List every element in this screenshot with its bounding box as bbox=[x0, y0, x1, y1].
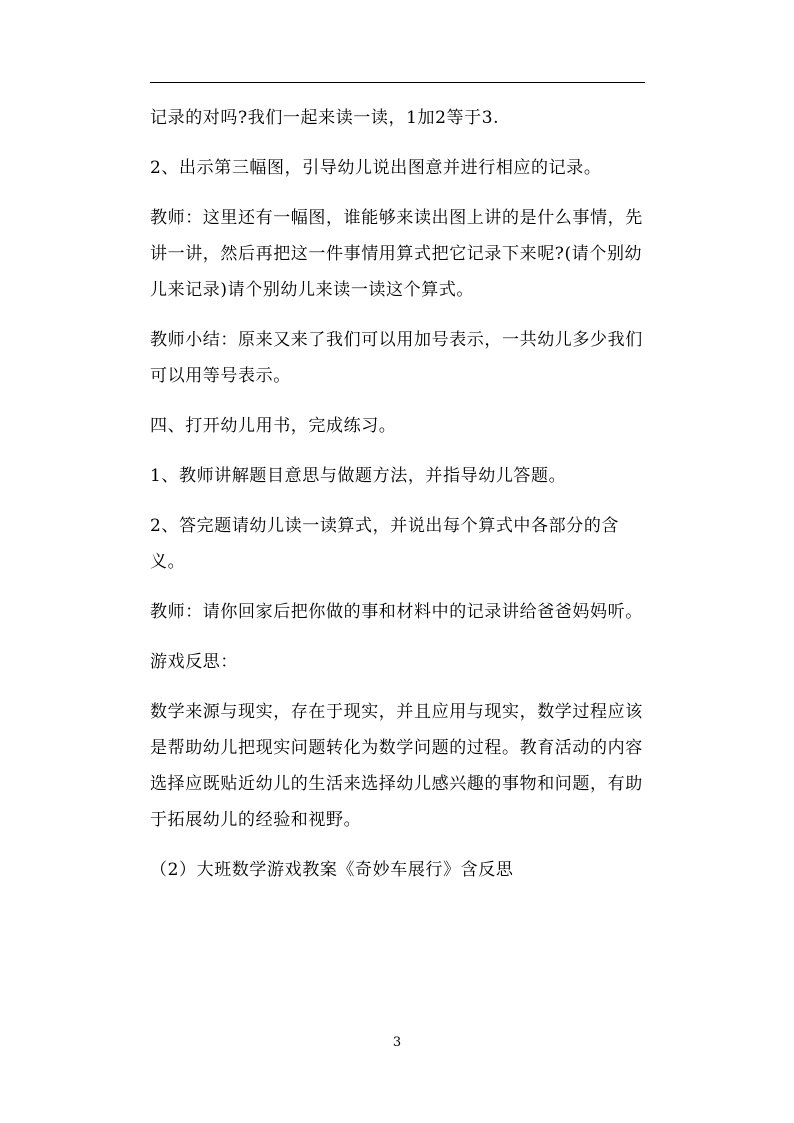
paragraph: 1、教师讲解题目意思与做题方法，并指导幼儿答题。 bbox=[150, 466, 567, 486]
paragraph: 数学来源与现实，存在于现实，并且应用与现实，数学过程应该是帮助幼儿把现实问题转化为数学问题的过程。教育活动的内容选择应既贴近幼儿的生活来选择幼儿感兴趣的事物和问题，有助于拓展幼儿的经验和视野。 bbox=[150, 702, 643, 830]
paragraph: 2、答完题请幼儿读一读算式，并说出每个算式中各部分的含义。 bbox=[150, 516, 620, 572]
paragraph: 四、打开幼儿用书，完成练习。 bbox=[150, 416, 397, 436]
paragraph: 记录的对吗?我们一起来读一读，1加2等于3. bbox=[150, 108, 500, 128]
paragraph: 教师：这里还有一幅图，谁能够来读出图上讲的是什么事情，先讲一讲，然后再把这一件事情用算式把它记录下来呢?(请个别幼儿来记录)请个别幼儿来读一读这个算式。 bbox=[150, 208, 643, 300]
document-body bbox=[150, 100, 650, 902]
paragraph: 2、出示第三幅图，引导幼儿说出图意并进行相应的记录。 bbox=[150, 158, 602, 178]
paragraph: 教师小结：原来又来了我们可以用加号表示，一共幼儿多少我们可以用等号表示。 bbox=[150, 330, 643, 386]
header-rule bbox=[150, 82, 645, 83]
paragraph: 游戏反思： bbox=[150, 652, 238, 672]
section-heading: （2）大班数学游戏教案《奇妙车展行》含反思 bbox=[150, 860, 514, 880]
paragraph: 教师：请你回家后把你做的事和材料中的记录讲给爸爸妈妈听。 bbox=[150, 602, 643, 622]
page-number: 3 bbox=[392, 1035, 402, 1050]
